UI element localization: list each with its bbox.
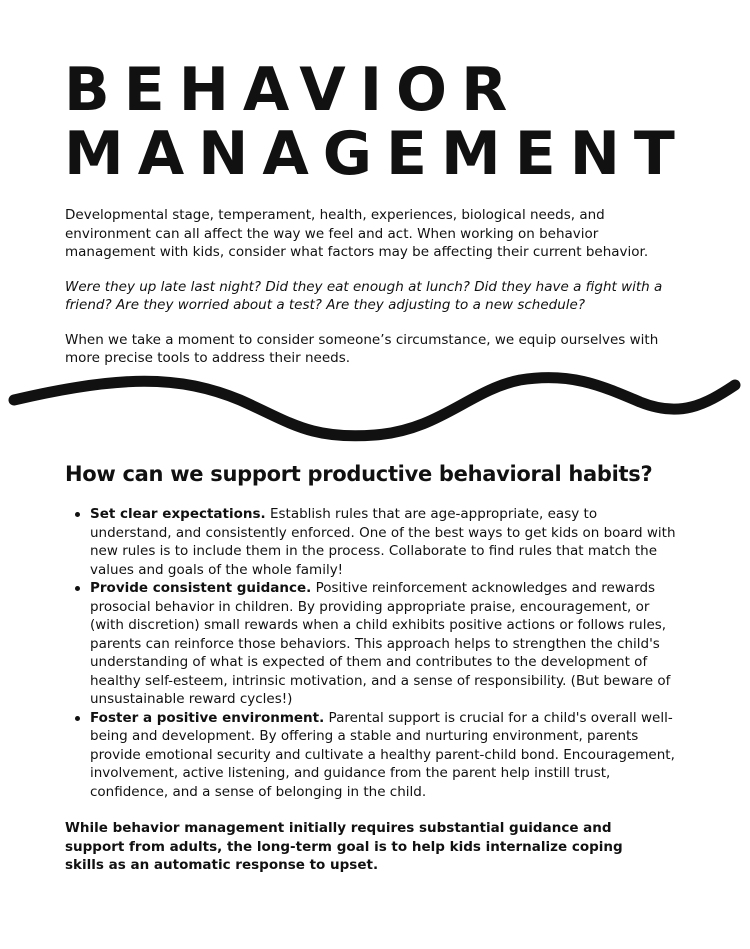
item-text: Establish rules that are age-appropriate, easy to understand, and consistently enforced. One of the best ways to get kids on board with new rules is to include them in the process. Collaborate to find rules that match the values and goals of the whole family! bbox=[90, 506, 676, 578]
title-line-2: MANAGEMENT bbox=[64, 119, 689, 189]
intro-conclusion: When we take a moment to consider someone’s circumstance, we equip ourselves with more precise tools to address their needs. bbox=[65, 331, 659, 366]
list-item bbox=[65, 505, 679, 579]
item-text: Parental support is crucial for a child's overall well-being and development. By offering a stable and nurturing environment, parents provide emotional security and cultivate a healthy parent-child bond. Encouragement, involvement, active listening, and guidance from the parent help instill trust, confidence, and a sense of belonging in the child. bbox=[90, 709, 675, 800]
intro-paragraph: Developmental stage, temperament, health, experiences, biological needs, and environment can all affect the way we feel and act. When working on behavior management with kids, consider what factors may be affecting their current behavior. bbox=[65, 207, 649, 260]
item-lead: Provide consistent guidance. bbox=[90, 580, 312, 596]
title-line-1: BEHAVIOR bbox=[64, 55, 522, 125]
intro-section bbox=[65, 206, 665, 384]
section-heading: How can we support productive behavioral habits? bbox=[65, 462, 653, 486]
list-item bbox=[65, 709, 679, 802]
tips-list bbox=[65, 505, 679, 801]
wave-divider bbox=[0, 360, 750, 450]
page-title bbox=[64, 55, 689, 189]
item-lead: Foster a positive environment. bbox=[90, 709, 325, 726]
item-text: Positive reinforcement acknowledges and rewards prosocial behavior in children. By providing appropriate praise, encouragement, or (with discretion) small rewards when a child exhibits positive actions or follows rules, parents can reinforce those behaviors. This approach helps to strengthen the child's understanding of what is expected of them and contributes to the development of healthy self-esteem, intrinsic motivation, and a sense of responsibility. (But beware of unsustainable reward cycles!) bbox=[90, 580, 671, 707]
closing-statement: While behavior management initially requires substantial guidance and support from adults, the long-term goal is to help kids internalize coping skills as an automatic response to upset. bbox=[65, 820, 623, 873]
list-item bbox=[65, 579, 679, 709]
intro-questions: Were they up late last night? Did they eat enough at lunch? Did they have a fight with a friend? Are they worried about a test? Are they adjusting to a new schedule? bbox=[65, 278, 663, 313]
item-lead: Set clear expectations. bbox=[90, 506, 266, 522]
